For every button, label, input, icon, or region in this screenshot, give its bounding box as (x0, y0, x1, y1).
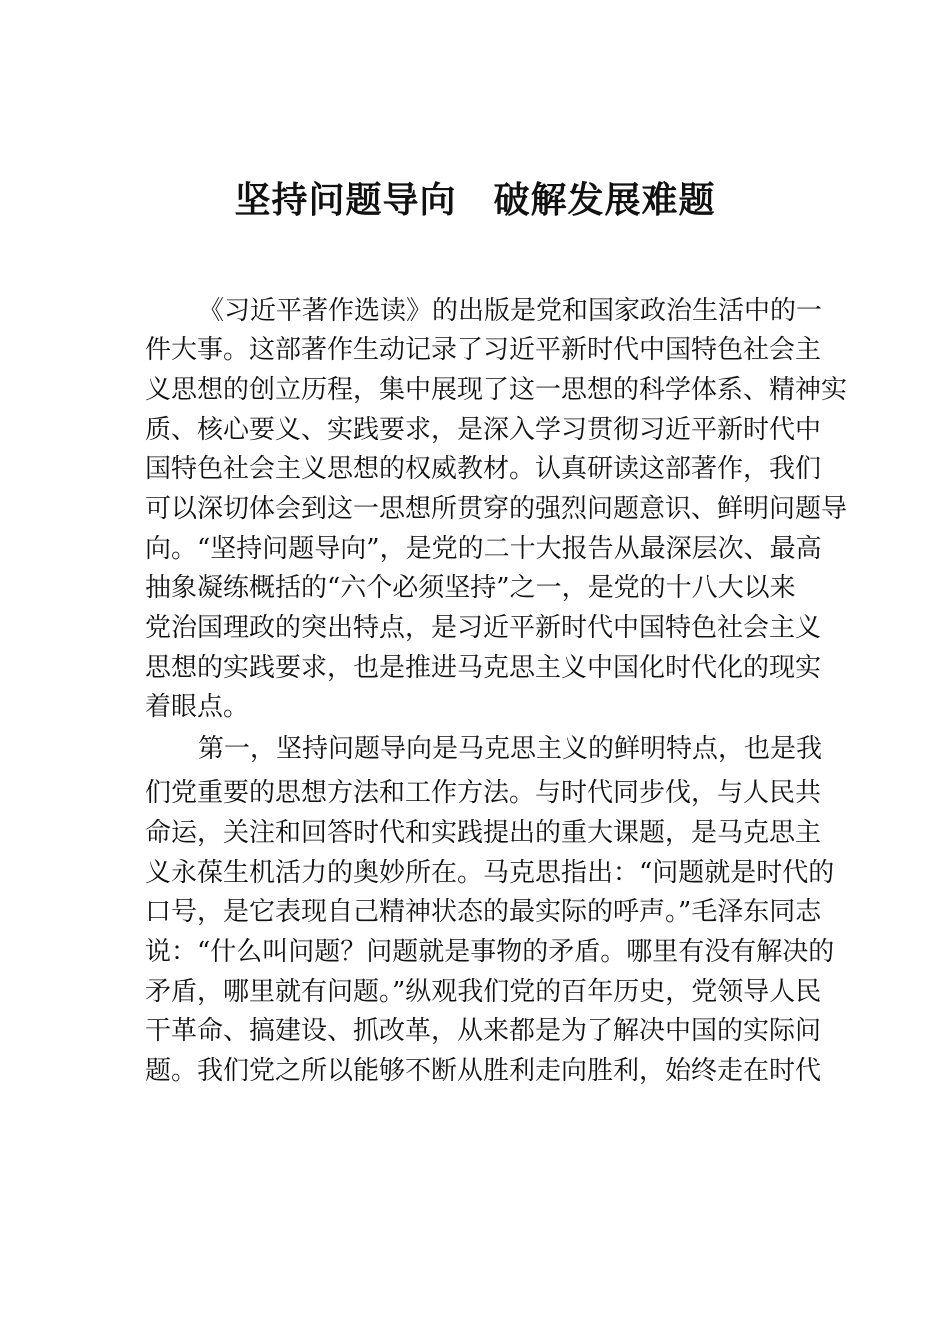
paragraph-2-line-9: 题。我们党之所以能够不断从胜利走向胜利，始终走在时代 (145, 1056, 822, 1086)
paragraph-1-line-2: 件大事。这部著作生动记录了习近平新时代中国特色社会主 (145, 335, 822, 365)
paragraph-1-line-9: 党治国理政的突出特点，是习近平新时代中国特色社会主义 (145, 613, 822, 643)
paragraph-2-line-8: 干革命、搞建设、抓改革，从来都是为了解决中国的实际问 (145, 1016, 822, 1046)
paragraph-2-line-5: 口号，是它表现自己精神状态的最实际的呼声。”毛泽东同志 (145, 897, 822, 927)
paragraph-1-line-11: 着眼点。 (145, 692, 250, 722)
paragraph-1-line-7: 向。“坚持问题导向”，是党的二十大报告从最深层次、最高 (145, 534, 822, 564)
paragraph-1-line-10: 思想的实践要求，也是推进马克思主义中国化时代化的现实 (145, 653, 822, 683)
paragraph-2-line-6: 说：“什么叫问题？问题就是事物的矛盾。哪里有没有解决的 (145, 937, 835, 967)
paragraph-1-line-5: 国特色社会主义思想的权威教材。认真研读这部著作，我们 (145, 454, 822, 484)
paragraph-2-line-3: 命运，关注和回答时代和实践提出的重大课题，是马克思主 (145, 818, 822, 848)
document-title: 坚持问题导向 破解发展难题 (234, 179, 716, 221)
paragraph-2-line-7: 矛盾，哪里就有问题。”纵观我们党的百年历史，党领导人民 (145, 977, 822, 1007)
paragraph-1-line-3: 义思想的创立历程，集中展现了这一思想的科学体系、精神实 (145, 375, 848, 405)
paragraph-1-line-4: 质、核心要义、实践要求，是深入学习贯彻习近平新时代中 (145, 415, 822, 445)
paragraph-2-line-4: 义永葆生机活力的奥妙所在。马克思指出：“问题就是时代的 (145, 858, 835, 888)
paragraph-1-line-8: 抽象凝练概括的“六个必须坚持”之一，是党的十八大以来 (145, 573, 796, 603)
paragraph-1-line-6: 可以深切体会到这一思想所贯穿的强烈问题意识、鲜明问题导 (145, 494, 848, 524)
paragraph-2-line-1: 第一，坚持问题导向是马克思主义的鲜明特点，也是我 (198, 734, 823, 764)
paragraph-2-line-2: 们党重要的思想方法和工作方法。与时代同步伐，与人民共 (145, 778, 822, 808)
paragraph-1-line-1: 《习近平著作选读》的出版是党和国家政治生活中的一 (198, 296, 823, 326)
